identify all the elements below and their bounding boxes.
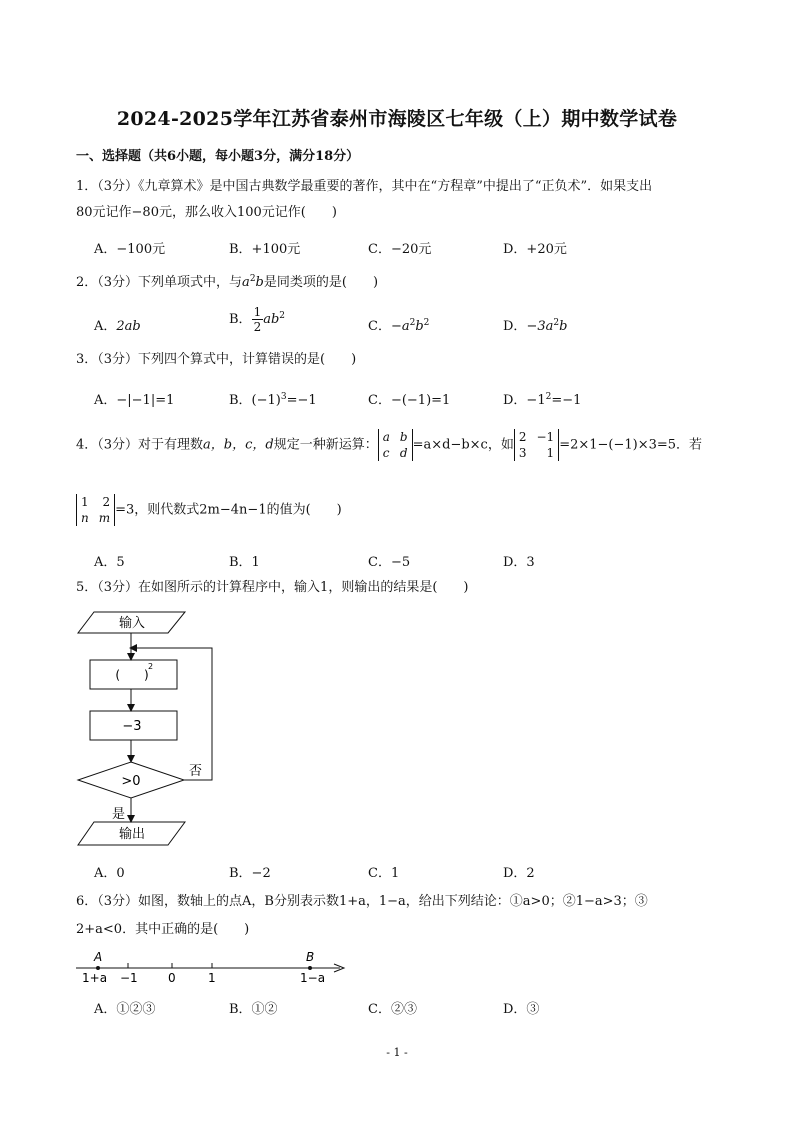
q4-determinant-example: 2 −1 3 1 <box>514 429 559 461</box>
section-heading: 一、选择题（共6小题，每小题3分，满分18分） <box>76 149 360 164</box>
q3-option-d: D．$-1^2=-1$ <box>503 392 582 408</box>
q1-line1: 1．（3分）《九章算术》是中国古典数学最重要的著作，其中在“方程章”中提出了“正负术”．如果支出 <box>76 179 653 194</box>
flow-input-label: 输入 <box>118 616 146 631</box>
q1-line2: 80元记作−80元，那么收入100元记作( ) <box>76 205 337 220</box>
point-b-label: B <box>306 950 315 964</box>
q4-determinant-def: a b c d <box>378 429 413 461</box>
q5-option-b: B．−2 <box>229 866 271 881</box>
q1-option-d: D．+20元 <box>503 242 567 257</box>
flow-output-label: 输出 <box>118 827 146 842</box>
q5-flowchart <box>70 605 230 850</box>
q2-option-d: D．$-3a^2b$ <box>503 318 568 334</box>
q4-option-b: B．1 <box>229 555 260 570</box>
q6-line1: 6．（3分）如图，数轴上的点A，B分别表示数1+a，1−a，给出下列结论：①a>0；②1−a>3；③ <box>76 894 648 909</box>
point-b-value: 1−a <box>300 971 326 985</box>
page-title: 2024-2025学年江苏省泰州市海陵区七年级（上）期中数学试卷 <box>116 108 678 130</box>
tick-neg1: −1 <box>120 971 138 985</box>
q5-stem: 5．（3分）在如图所示的计算程序中，输入1，则输出的结果是( ) <box>76 580 469 595</box>
q3-stem: 3．（3分）下列四个算式中，计算错误的是( ) <box>76 352 357 367</box>
flow-minus-label: −3 <box>122 719 142 734</box>
flow-no-label: 否 <box>189 764 203 779</box>
q2-pre: 2．（3分）下列单项式中，与 <box>76 275 243 290</box>
q6-option-b: B．①② <box>229 1002 278 1017</box>
tick-1: 1 <box>208 971 216 985</box>
q1-option-c: C．−20元 <box>368 242 432 257</box>
point-a-value: 1+a <box>82 971 108 985</box>
point-a-label: A <box>94 950 103 964</box>
q5-option-a: A．0 <box>94 866 125 881</box>
q6-line2: 2+a<0．其中正确的是( ) <box>76 922 250 937</box>
flow-yes-label: 是 <box>112 807 126 822</box>
q3-option-b: B．$(-1)^3=-1$ <box>229 392 317 408</box>
q4-stem-line2: 1 2 n m =3，则代数式2m−4n−1的值为( ) <box>76 494 342 526</box>
point-a-dot <box>96 966 100 970</box>
flow-condition-label: >0 <box>121 774 141 789</box>
q6-number-line <box>72 946 352 988</box>
tick-0: 0 <box>168 971 176 985</box>
q6-option-d: D．③ <box>503 1002 540 1017</box>
q1-option-a: A．−100元 <box>94 242 166 257</box>
q6-option-c: C．②③ <box>368 1002 417 1017</box>
q4-option-a: A．5 <box>94 555 125 570</box>
q1-option-b: B．+100元 <box>229 242 301 257</box>
q2-option-b: B． $\frac{1}{2}$ $ab^2$ <box>229 305 286 334</box>
q4-determinant-cond: 1 2 n m <box>76 494 115 526</box>
flow-square-label: ( ) <box>115 668 149 682</box>
q3-option-c: C．−(−1)=1 <box>368 393 451 408</box>
point-b-dot <box>308 966 312 970</box>
q2-option-a: A．2ab <box>94 319 141 334</box>
q4-option-c: C．−5 <box>368 555 411 570</box>
q4-option-d: D．3 <box>503 555 535 570</box>
q3-option-a: A．−|−1|=1 <box>94 393 175 408</box>
q2-option-c: C．$-a^2b^2$ <box>368 318 430 334</box>
q4-stem-line1: 4．（3分）对于有理数a，b，c，d规定一种新运算： a b c d =a×d−b×c，如 2 −1 3 1 =2×1−(−1)×3=5．若 <box>76 430 703 460</box>
q6-option-a: A．①②③ <box>94 1002 156 1017</box>
q2-stem: 2．（3分）下列单项式中，与$a^2b$是同类项的是( ) <box>76 274 379 290</box>
q5-option-c: C．1 <box>368 866 400 881</box>
q5-option-d: D．2 <box>503 866 535 881</box>
flow-square-exponent: 2 <box>148 662 154 671</box>
q2-post: 是同类项的是( ) <box>263 275 379 290</box>
page-number: - 1 - <box>386 1046 408 1059</box>
